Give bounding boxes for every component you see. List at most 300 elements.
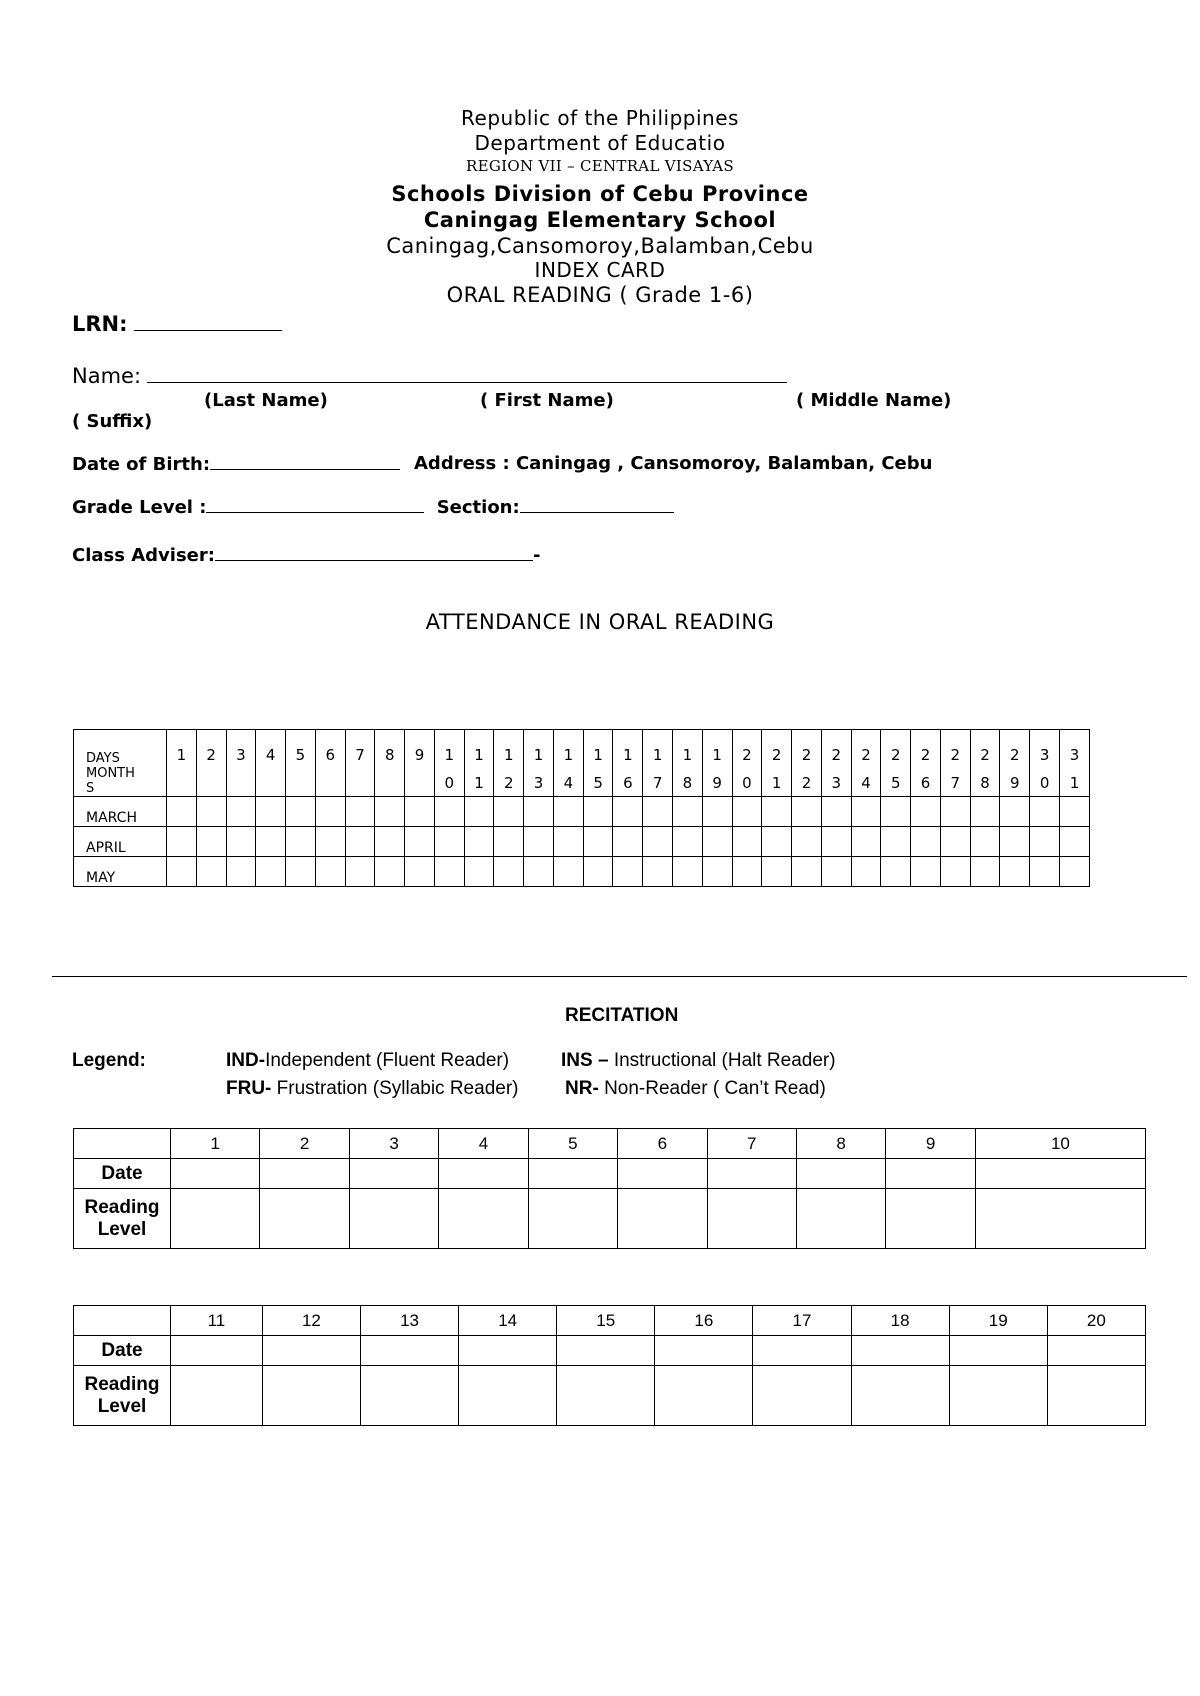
day-digit-top: 3: [1039, 746, 1050, 764]
attendance-cell[interactable]: [762, 797, 792, 827]
date-cell[interactable]: [260, 1159, 349, 1189]
day-digit-bottom: [227, 766, 256, 796]
day-digit-top: 4: [265, 746, 276, 764]
reading-level-cell[interactable]: [1047, 1366, 1145, 1426]
date-cell[interactable]: [262, 1336, 360, 1366]
legend-ind-text: Independent (Fluent Reader): [265, 1050, 510, 1071]
day-digit-bottom: 0: [742, 774, 752, 792]
class-adviser-field: [72, 544, 540, 566]
attendance-cell[interactable]: [345, 857, 375, 887]
attendance-cell[interactable]: [494, 797, 524, 827]
legend-ins-text: Instructional (Halt Reader): [613, 1050, 836, 1071]
day-digit-bottom: [286, 766, 315, 796]
grade-blank[interactable]: [206, 496, 424, 513]
day-header: [1059, 730, 1089, 797]
day-digit-top: 2: [980, 746, 990, 764]
attendance-cell[interactable]: [851, 857, 881, 887]
recitation-col-number: 13: [360, 1306, 458, 1336]
attendance-cell[interactable]: [702, 827, 732, 857]
attendance-cell[interactable]: [315, 827, 345, 857]
reading-level-cell[interactable]: [171, 1366, 263, 1426]
day-header: [226, 730, 256, 797]
attendance-cell[interactable]: [821, 797, 851, 827]
adviser-tail: -: [532, 545, 541, 566]
legend-nr-code: NR-: [565, 1078, 599, 1099]
reading-level-cell[interactable]: [439, 1189, 528, 1249]
day-header: [970, 730, 1000, 797]
day-header: [940, 730, 970, 797]
attendance-cell[interactable]: [940, 797, 970, 827]
lrn-blank[interactable]: [134, 312, 282, 331]
day-digit-bottom: 3: [831, 774, 841, 792]
recitation-col-number: 19: [949, 1306, 1047, 1336]
recitation-title: RECITATION: [565, 1005, 679, 1026]
reading-level-cell[interactable]: [171, 1189, 260, 1249]
attendance-cell[interactable]: [226, 857, 256, 887]
recitation-table-2-body: [74, 1306, 1146, 1426]
day-digit-top: 3: [236, 746, 246, 764]
attendance-cell[interactable]: [524, 857, 554, 887]
day-header: [583, 730, 613, 797]
attendance-cell[interactable]: [196, 857, 226, 887]
attendance-cell[interactable]: [1030, 797, 1060, 827]
attendance-cell[interactable]: [732, 827, 762, 857]
recitation-date-row: [74, 1159, 1146, 1189]
attendance-cell[interactable]: [286, 797, 316, 827]
dob-label: Date of Birth:: [72, 454, 211, 475]
recitation-col-number: 4: [439, 1129, 528, 1159]
reading-level-cell[interactable]: [707, 1189, 796, 1249]
day-header: [1030, 730, 1060, 797]
recitation-level-row: [74, 1189, 1146, 1249]
date-cell[interactable]: [851, 1336, 949, 1366]
day-digit-bottom: 6: [920, 774, 931, 792]
day-digit-bottom: [167, 766, 196, 796]
date-of-birth-field: [72, 453, 400, 475]
day-digit-bottom: 5: [593, 774, 603, 792]
attendance-cell[interactable]: [1059, 797, 1089, 827]
recitation-col-number: 12: [262, 1306, 360, 1336]
day-digit-bottom: 2: [504, 774, 514, 792]
reading-level-label: [74, 1366, 171, 1426]
attendance-cell[interactable]: [673, 827, 703, 857]
attendance-cell[interactable]: [286, 827, 316, 857]
date-cell[interactable]: [349, 1159, 438, 1189]
reading-level-cell[interactable]: [851, 1366, 949, 1426]
date-label: Date: [74, 1336, 171, 1366]
attendance-cell[interactable]: [167, 857, 197, 887]
date-label: Date: [74, 1159, 171, 1189]
section-blank[interactable]: [520, 496, 674, 513]
reading-level-cell[interactable]: [975, 1189, 1145, 1249]
header-region: REGION VII – CENTRAL VISAYAS: [466, 157, 734, 175]
days-label-text: DAYS: [86, 751, 120, 766]
day-digit-bottom: 9: [712, 774, 722, 792]
address-text: Address : Caningag , Cansomoroy, Balamban, Cebu: [414, 453, 933, 474]
day-digit-bottom: 9: [1010, 774, 1020, 792]
recitation-col-number: 6: [618, 1129, 707, 1159]
header-index-card: INDEX CARD: [534, 258, 666, 282]
recitation-col-number: 16: [655, 1306, 753, 1336]
day-digit-top: 8: [384, 746, 395, 764]
date-cell[interactable]: [949, 1336, 1047, 1366]
attendance-cell[interactable]: [167, 797, 197, 827]
legend-ins-code: INS –: [561, 1050, 609, 1071]
attendance-cell[interactable]: [702, 857, 732, 887]
attendance-cell[interactable]: [881, 797, 911, 827]
recitation-corner-cell: [74, 1306, 171, 1336]
legend-ind: [226, 1050, 509, 1072]
day-digit-top: 1: [593, 746, 603, 764]
recitation-col-number: 1: [171, 1129, 260, 1159]
day-digit-bottom: 5: [890, 774, 901, 792]
recitation-header-row: [74, 1306, 1146, 1336]
grade-level-field: [72, 496, 674, 518]
attendance-cell[interactable]: [970, 797, 1000, 827]
day-digit-top: 1: [504, 746, 514, 764]
day-header: [315, 730, 345, 797]
attendance-cell[interactable]: [196, 797, 226, 827]
attendance-cell[interactable]: [1059, 857, 1089, 887]
recitation-table-2: [73, 1305, 1146, 1426]
attendance-cell[interactable]: [405, 857, 435, 887]
recitation-col-number: 17: [753, 1306, 851, 1336]
attendance-cell[interactable]: [643, 797, 673, 827]
attendance-cell[interactable]: [315, 797, 345, 827]
day-header: [613, 730, 643, 797]
day-header: [464, 730, 494, 797]
attendance-cell[interactable]: [911, 857, 941, 887]
attendance-cell[interactable]: [732, 857, 762, 887]
attendance-cell[interactable]: [434, 857, 464, 887]
attendance-cell[interactable]: [911, 797, 941, 827]
date-cell[interactable]: [886, 1159, 975, 1189]
attendance-cell[interactable]: [792, 797, 822, 827]
attendance-cell[interactable]: [613, 797, 643, 827]
recitation-col-number: 5: [528, 1129, 617, 1159]
attendance-cell[interactable]: [940, 827, 970, 857]
day-digit-top: 2: [801, 746, 812, 764]
recitation-header-row: [74, 1129, 1146, 1159]
attendance-cell[interactable]: [940, 857, 970, 887]
legend-fru-text: Frustration (Syllabic Reader): [276, 1078, 519, 1099]
attendance-cell[interactable]: [732, 797, 762, 827]
legend-fru-code: FRU-: [226, 1078, 272, 1099]
attendance-cell[interactable]: [553, 857, 583, 887]
day-digit-top: 2: [861, 746, 871, 764]
attendance-cell[interactable]: [583, 797, 613, 827]
date-cell[interactable]: [753, 1336, 851, 1366]
header-republic: Republic of the Philippines: [461, 106, 739, 130]
attendance-cell[interactable]: [524, 797, 554, 827]
day-digit-top: 1: [474, 746, 484, 764]
attendance-cell[interactable]: [821, 827, 851, 857]
day-digit-bottom: 4: [563, 774, 574, 792]
attendance-cell[interactable]: [613, 857, 643, 887]
day-header: [911, 730, 941, 797]
reading-level-cell[interactable]: [262, 1366, 360, 1426]
attendance-cell[interactable]: [494, 857, 524, 887]
recitation-col-number: 20: [1047, 1306, 1145, 1336]
lrn-label: LRN:: [72, 312, 128, 336]
day-digit-top: 5: [295, 746, 306, 764]
day-digit-bottom: 1: [1069, 774, 1080, 792]
middle-name-caption: ( Middle Name): [796, 390, 952, 411]
attendance-days-row: [74, 730, 1090, 760]
lrn-field: [72, 312, 282, 336]
name-blank[interactable]: [147, 364, 787, 383]
date-cell[interactable]: [459, 1336, 557, 1366]
attendance-cell[interactable]: [345, 797, 375, 827]
day-digit-top: 2: [890, 746, 901, 764]
attendance-cell[interactable]: [673, 797, 703, 827]
day-header: [792, 730, 822, 797]
section-divider: [52, 976, 1187, 977]
date-cell[interactable]: [439, 1159, 528, 1189]
day-digit-top: 3: [1069, 746, 1080, 764]
legend-ins: [561, 1050, 836, 1072]
day-header: [821, 730, 851, 797]
day-header: [256, 730, 286, 797]
header-department: Department of Educatio: [474, 131, 726, 155]
name-field: [72, 364, 787, 388]
day-header: [345, 730, 375, 797]
attendance-cell[interactable]: [762, 827, 792, 857]
suffix-caption: ( Suffix): [72, 411, 153, 432]
attendance-cell[interactable]: [196, 827, 226, 857]
attendance-cell[interactable]: [643, 857, 673, 887]
attendance-cell[interactable]: [464, 857, 494, 887]
day-header: [553, 730, 583, 797]
days-months-header: [74, 730, 167, 797]
day-digit-bottom: 7: [950, 774, 961, 792]
attendance-cell[interactable]: [286, 857, 316, 887]
reading-level-cell[interactable]: [349, 1189, 438, 1249]
day-header: [494, 730, 524, 797]
attendance-cell[interactable]: [375, 857, 405, 887]
legend-label: Legend:: [72, 1050, 146, 1071]
day-header: [196, 730, 226, 797]
reading-level-cell[interactable]: [360, 1366, 458, 1426]
date-cell[interactable]: [360, 1336, 458, 1366]
day-digit-bottom: 3: [533, 774, 544, 792]
attendance-cell[interactable]: [1000, 827, 1030, 857]
date-cell[interactable]: [655, 1336, 753, 1366]
day-digit-top: 6: [325, 746, 335, 764]
attendance-cell[interactable]: [673, 857, 703, 887]
day-header: [286, 730, 316, 797]
day-digit-top: 1: [623, 746, 633, 764]
reading-level-label-line1: Reading: [84, 1373, 160, 1395]
attendance-cell[interactable]: [583, 827, 613, 857]
attendance-cell[interactable]: [434, 827, 464, 857]
attendance-cell[interactable]: [226, 797, 256, 827]
day-header: [375, 730, 405, 797]
date-cell[interactable]: [707, 1159, 796, 1189]
attendance-cell[interactable]: [881, 857, 911, 887]
month-label: MAY: [74, 857, 167, 887]
grade-label: Grade Level :: [72, 497, 207, 518]
attendance-cell[interactable]: [553, 797, 583, 827]
day-digit-top: 1: [444, 746, 455, 764]
reading-level-cell[interactable]: [528, 1189, 617, 1249]
attendance-cell[interactable]: [524, 827, 554, 857]
reading-level-label-line2: Level: [97, 1395, 147, 1417]
day-header: [1000, 730, 1030, 797]
day-digit-bottom: [405, 766, 434, 796]
date-cell[interactable]: [557, 1336, 655, 1366]
day-header: [434, 730, 464, 797]
day-header: [405, 730, 435, 797]
attendance-cell[interactable]: [911, 827, 941, 857]
attendance-cell[interactable]: [405, 827, 435, 857]
first-name-caption: ( First Name): [480, 390, 614, 411]
attendance-cell[interactable]: [881, 827, 911, 857]
attendance-cell[interactable]: [553, 827, 583, 857]
adviser-blank[interactable]: [215, 544, 533, 561]
day-digit-bottom: [346, 766, 375, 796]
header-school: Caningag Elementary School: [423, 208, 777, 232]
reading-level-cell[interactable]: [260, 1189, 349, 1249]
date-cell[interactable]: [171, 1159, 260, 1189]
attendance-cell[interactable]: [643, 827, 673, 857]
recitation-col-number: 2: [260, 1129, 349, 1159]
recitation-table-1-body: [74, 1129, 1146, 1249]
day-digit-top: 1: [176, 746, 187, 764]
attendance-cell[interactable]: [464, 797, 494, 827]
reading-level-cell[interactable]: [655, 1366, 753, 1426]
months-label-line2: S: [86, 781, 95, 796]
attendance-cell[interactable]: [1000, 797, 1030, 827]
attendance-cell[interactable]: [821, 857, 851, 887]
attendance-cell[interactable]: [1000, 857, 1030, 887]
attendance-month-row: [74, 857, 1090, 887]
attendance-cell[interactable]: [702, 797, 732, 827]
day-header: [673, 730, 703, 797]
attendance-cell[interactable]: [970, 857, 1000, 887]
reading-level-cell[interactable]: [618, 1189, 707, 1249]
attendance-cell[interactable]: [226, 827, 256, 857]
day-digit-top: 2: [206, 746, 216, 764]
attendance-cell[interactable]: [375, 797, 405, 827]
day-header: [732, 730, 762, 797]
day-digit-top: 1: [533, 746, 544, 764]
month-label: MARCH: [74, 797, 167, 827]
day-header: [881, 730, 911, 797]
recitation-col-number: 9: [886, 1129, 975, 1159]
recitation-col-number: 18: [851, 1306, 949, 1336]
attendance-cell[interactable]: [434, 797, 464, 827]
attendance-cell[interactable]: [494, 827, 524, 857]
attendance-cell[interactable]: [792, 827, 822, 857]
attendance-cell[interactable]: [345, 827, 375, 857]
day-digit-bottom: [316, 766, 345, 796]
legend-nr-text: Non-Reader ( Can’t Read): [604, 1078, 826, 1099]
attendance-cell[interactable]: [1030, 857, 1060, 887]
attendance-cell[interactable]: [375, 827, 405, 857]
attendance-cell[interactable]: [792, 857, 822, 887]
attendance-month-row: [74, 827, 1090, 857]
reading-level-label-line1: Reading: [84, 1196, 160, 1218]
reading-level-cell[interactable]: [886, 1189, 975, 1249]
recitation-col-number: 3: [349, 1129, 438, 1159]
day-digit-bottom: 6: [623, 774, 633, 792]
adviser-label: Class Adviser:: [72, 545, 215, 566]
reading-level-cell[interactable]: [753, 1366, 851, 1426]
day-digit-bottom: 7: [652, 774, 663, 792]
attendance-month-row: [74, 797, 1090, 827]
recitation-corner-cell: [74, 1129, 171, 1159]
reading-level-label-line2: Level: [97, 1218, 147, 1240]
day-digit-top: 2: [950, 746, 961, 764]
day-digit-bottom: 8: [682, 774, 693, 792]
attendance-cell[interactable]: [256, 827, 286, 857]
recitation-col-number: 7: [707, 1129, 796, 1159]
reading-level-cell[interactable]: [949, 1366, 1047, 1426]
recitation-col-number: 10: [975, 1129, 1145, 1159]
day-digit-top: 2: [920, 746, 931, 764]
attendance-cell[interactable]: [970, 827, 1000, 857]
recitation-level-row: [74, 1366, 1146, 1426]
reading-level-cell[interactable]: [459, 1366, 557, 1426]
dob-blank[interactable]: [210, 453, 400, 470]
attendance-cell[interactable]: [1059, 827, 1089, 857]
reading-level-cell[interactable]: [796, 1189, 885, 1249]
day-digit-bottom: 2: [801, 774, 812, 792]
attendance-table: [73, 729, 1090, 887]
day-digit-top: 1: [652, 746, 663, 764]
recitation-date-row: [74, 1336, 1146, 1366]
date-cell[interactable]: [796, 1159, 885, 1189]
day-digit-bottom: 0: [444, 774, 455, 792]
attendance-cell[interactable]: [315, 857, 345, 887]
attendance-cell[interactable]: [405, 797, 435, 827]
legend-fru: [226, 1078, 518, 1100]
attendance-cell[interactable]: [583, 857, 613, 887]
attendance-cell[interactable]: [613, 827, 643, 857]
reading-level-label: [74, 1189, 171, 1249]
attendance-cell[interactable]: [851, 827, 881, 857]
day-digit-top: 1: [712, 746, 722, 764]
date-cell[interactable]: [528, 1159, 617, 1189]
recitation-col-number: 8: [796, 1129, 885, 1159]
date-cell[interactable]: [975, 1159, 1145, 1189]
months-label-line1: MONTH: [86, 766, 135, 781]
date-cell[interactable]: [1047, 1336, 1145, 1366]
day-digit-top: 2: [831, 746, 841, 764]
reading-level-cell[interactable]: [557, 1366, 655, 1426]
day-digit-bottom: 4: [861, 774, 871, 792]
date-cell[interactable]: [618, 1159, 707, 1189]
day-digit-bottom: [197, 766, 226, 796]
day-digit-bottom: [256, 766, 285, 796]
day-digit-top: 1: [682, 746, 693, 764]
day-digit-top: 7: [355, 746, 365, 764]
day-digit-bottom: [375, 766, 404, 796]
date-cell[interactable]: [171, 1336, 263, 1366]
attendance-cell[interactable]: [256, 857, 286, 887]
day-digit-top: 9: [414, 746, 425, 764]
day-header: [524, 730, 554, 797]
attendance-cell[interactable]: [762, 857, 792, 887]
header-division: Schools Division of Cebu Province: [391, 182, 809, 206]
attendance-cell[interactable]: [256, 797, 286, 827]
attendance-cell[interactable]: [464, 827, 494, 857]
attendance-cell[interactable]: [1030, 827, 1060, 857]
attendance-cell[interactable]: [851, 797, 881, 827]
attendance-cell[interactable]: [167, 827, 197, 857]
day-header: [643, 730, 673, 797]
